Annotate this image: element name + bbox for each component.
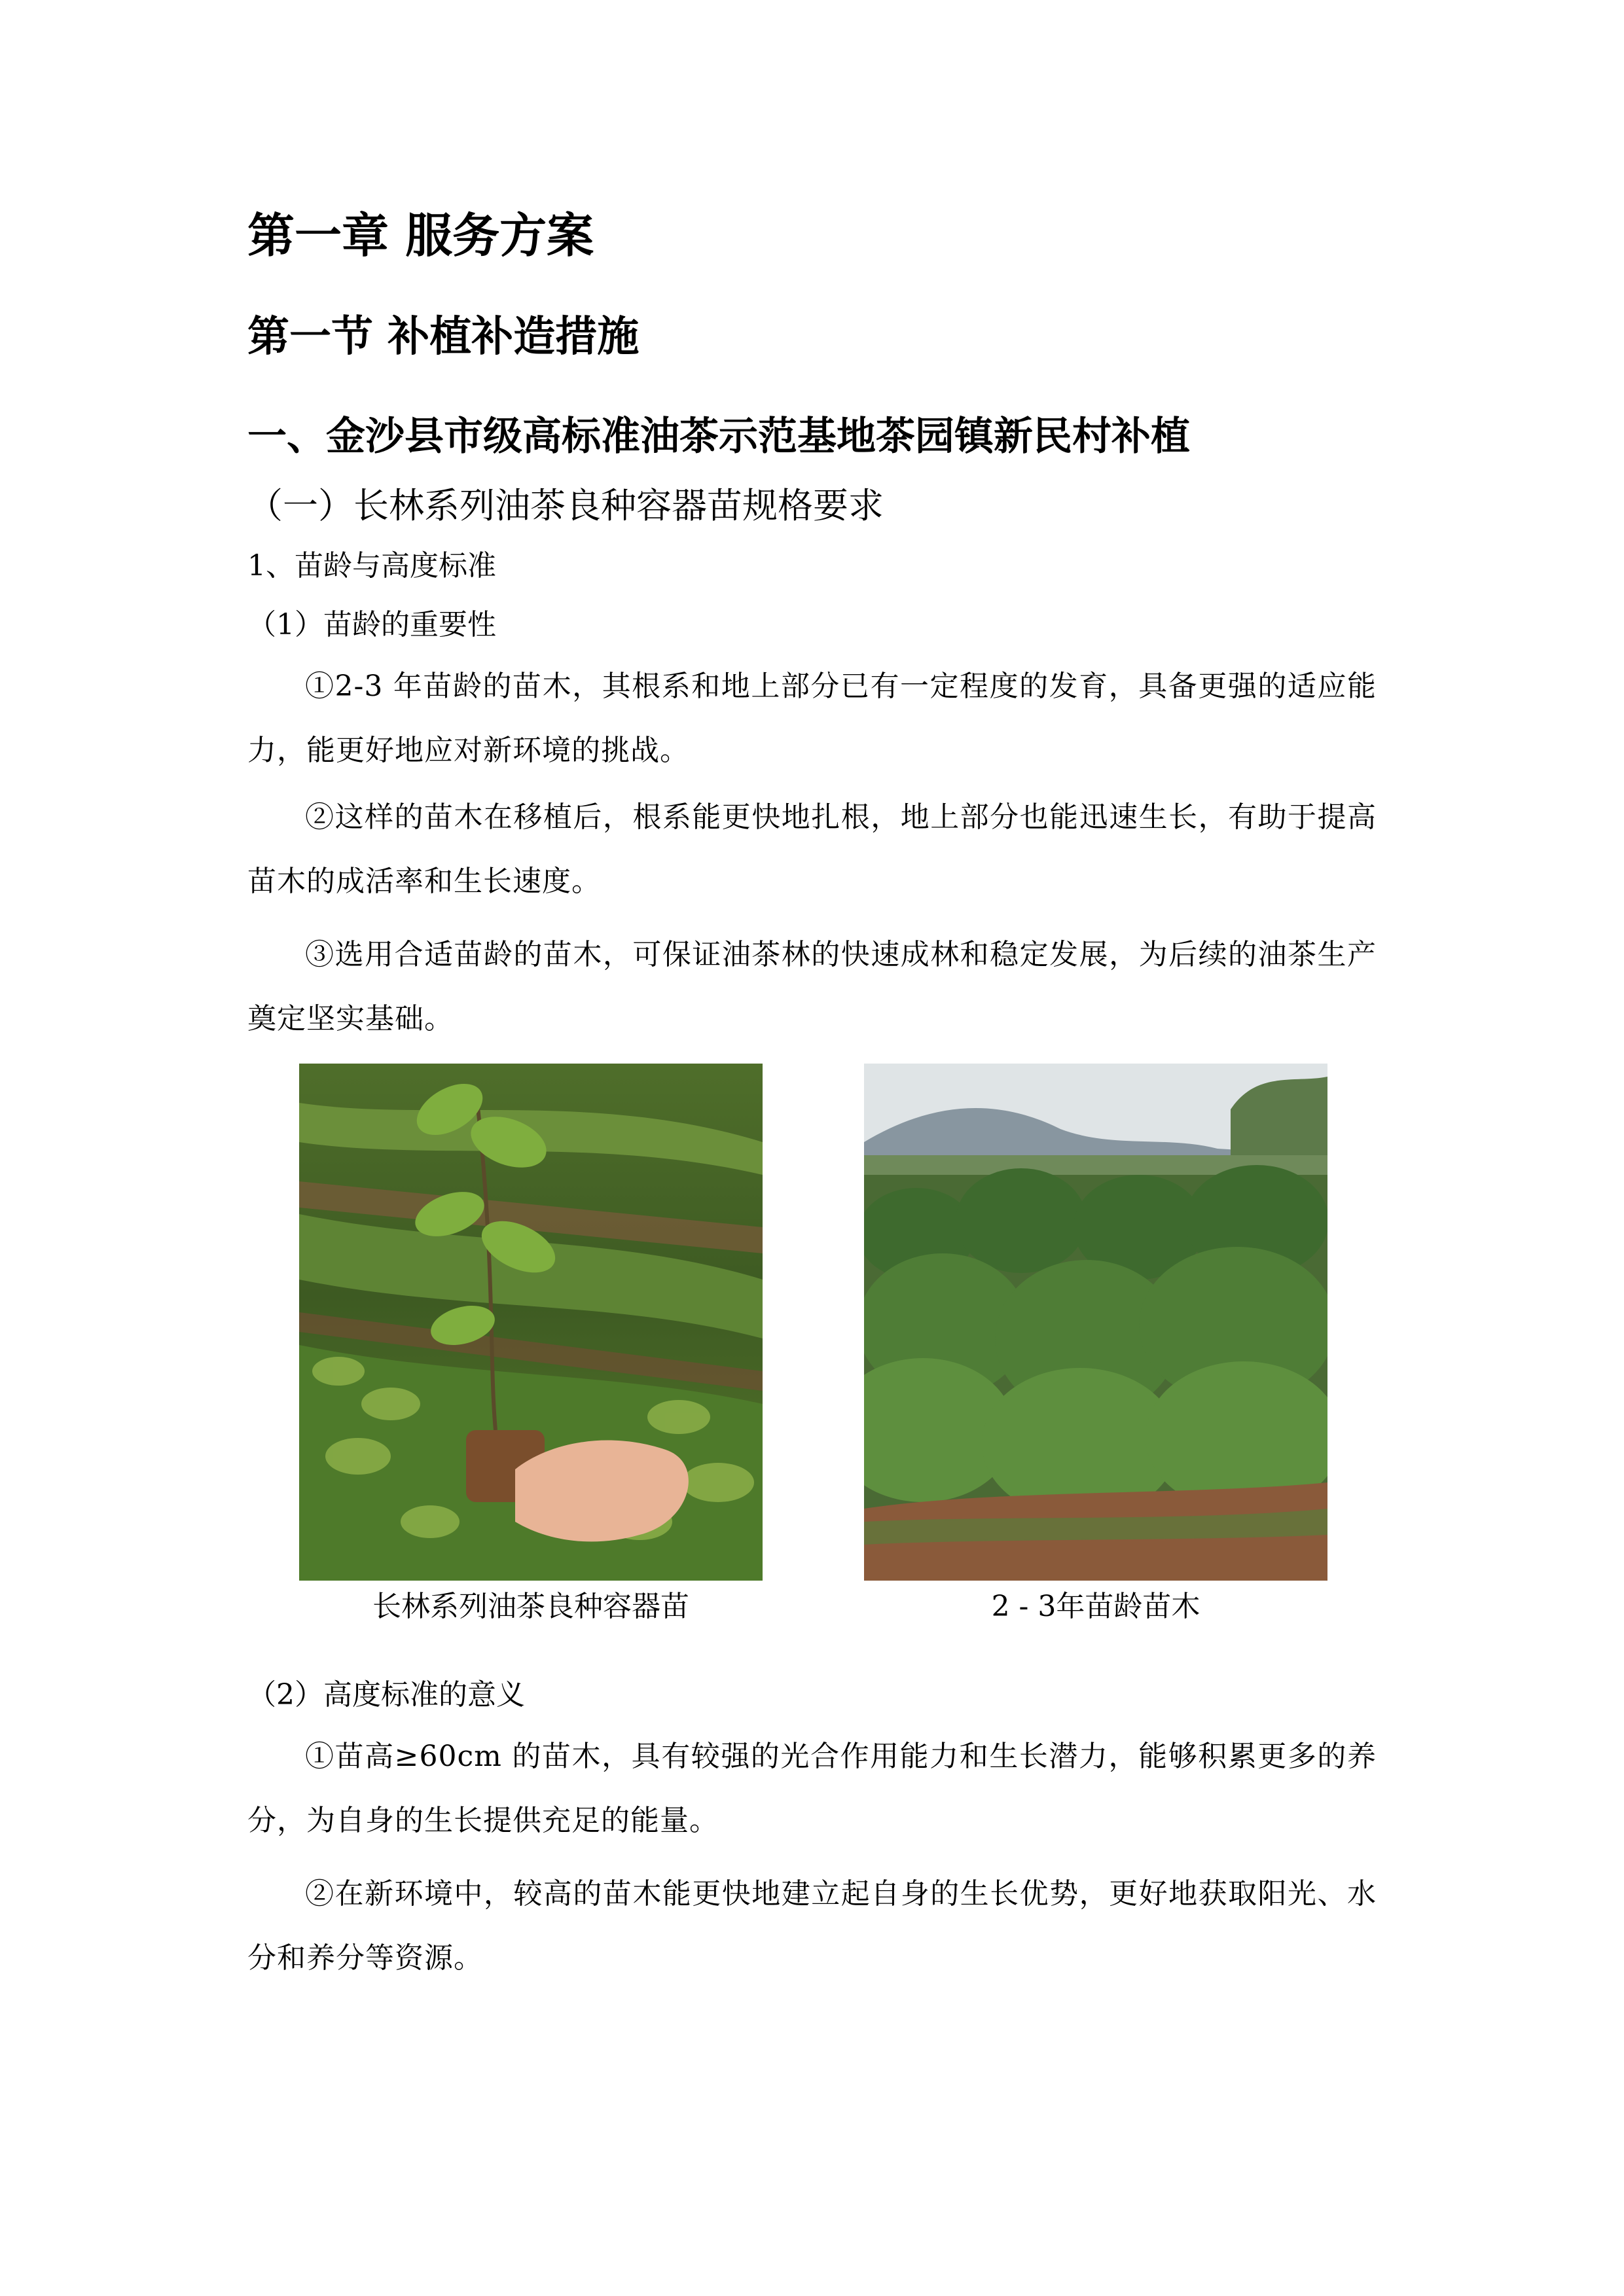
seedling-in-hand-photo <box>299 1064 763 1581</box>
paragraph-2-1: ①苗高≥60cm 的苗木，具有较强的光合作用能力和生长潜力，能够积累更多的养分，为自身的生长提供充足的能量。 <box>247 1740 1377 1837</box>
seedling-field-photo <box>864 1064 1327 1581</box>
sub-subsection-title: （一）长林系列油茶良种容器苗规格要求 <box>247 485 884 526</box>
subsection-title: 一、金沙县市级高标准油茶示范基地茶园镇新民村补植 <box>247 414 1190 459</box>
paragraph-1-1: ①2-3 年苗龄的苗木，其根系和地上部分已有一定程度的发育，具备更强的适应能力，能更好地应对新环境的挑战。 <box>247 670 1377 767</box>
figure-2-caption: 2 - 3年苗龄苗木 <box>991 1590 1200 1623</box>
paragraph-2-2: ②在新环境中，较高的苗木能更快地建立起自身的生长优势，更好地获取阳光、水分和养分等资源。 <box>247 1877 1377 1975</box>
item-1-title: 1、苗龄与高度标准 <box>247 549 496 583</box>
chapter-title: 第一章 服务方案 <box>247 208 594 263</box>
section-title: 第一节 补植补造措施 <box>247 313 640 361</box>
paragraph-1-2: ②这样的苗木在移植后，根系能更快地扎根，地上部分也能迅速生长，有助于提高苗木的成活率和生长速度。 <box>247 800 1377 898</box>
item-1-1-title: （1）苗龄的重要性 <box>247 608 496 641</box>
item-1-2-title: （2）高度标准的意义 <box>247 1678 525 1712</box>
paragraph-1-3: ③选用合适苗龄的苗木，可保证油茶林的快速成林和稳定发展，为后续的油茶生产奠定坚实基础。 <box>247 938 1377 1035</box>
figure-1-caption: 长林系列油茶良种容器苗 <box>372 1590 689 1623</box>
